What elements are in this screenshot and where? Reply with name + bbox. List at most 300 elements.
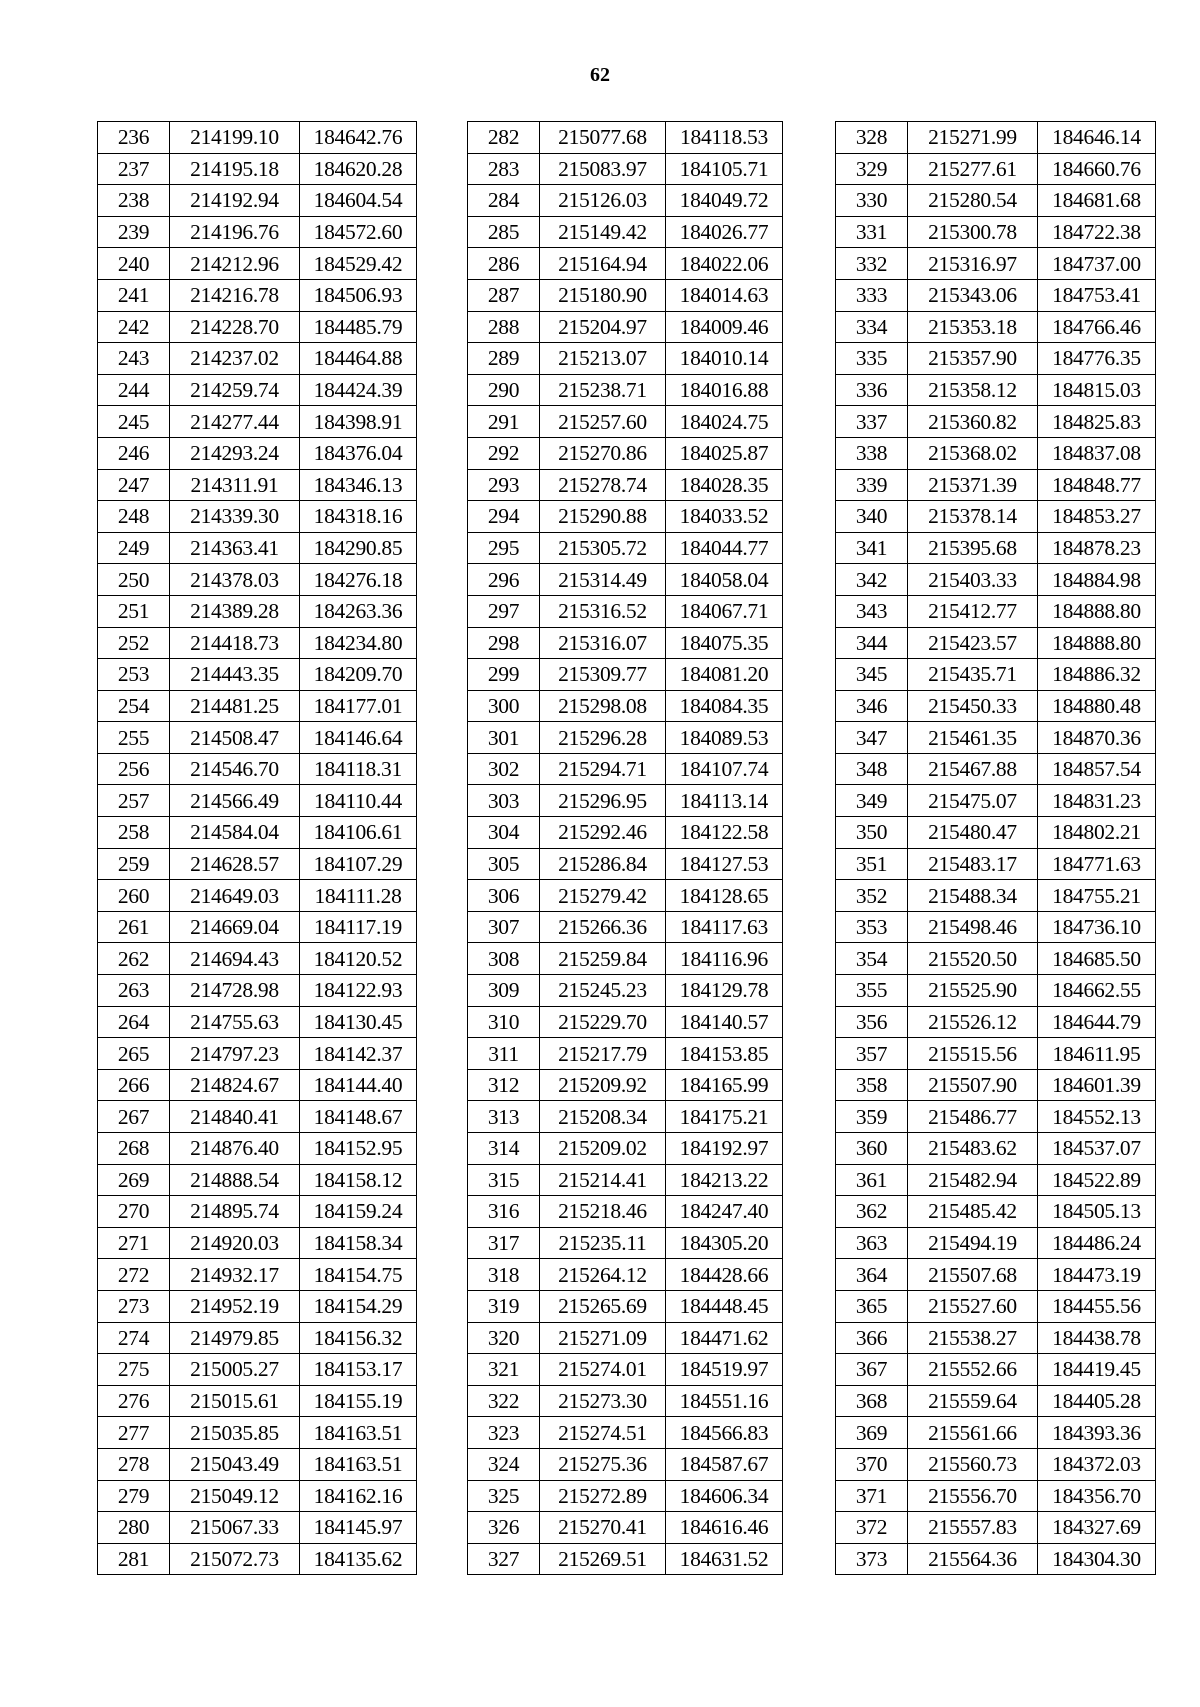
point-number-cell: 284 bbox=[468, 185, 540, 217]
point-number-cell: 264 bbox=[98, 1006, 170, 1038]
table-row bbox=[836, 374, 1156, 406]
table-row bbox=[836, 595, 1156, 627]
point-number-cell: 331 bbox=[836, 216, 908, 248]
point-number-cell: 321 bbox=[468, 1354, 540, 1386]
x-coordinate-cell: 215277.61 bbox=[908, 153, 1038, 185]
table-row bbox=[468, 753, 783, 785]
x-coordinate-cell: 215371.39 bbox=[908, 469, 1038, 501]
y-coordinate-cell: 184825.83 bbox=[1038, 406, 1156, 438]
table-row bbox=[836, 1069, 1156, 1101]
table-row bbox=[98, 785, 417, 817]
y-coordinate-cell: 184428.66 bbox=[666, 1259, 783, 1291]
point-number-cell: 295 bbox=[468, 532, 540, 564]
x-coordinate-cell: 215526.12 bbox=[908, 1006, 1038, 1038]
y-coordinate-cell: 184192.97 bbox=[666, 1133, 783, 1165]
y-coordinate-cell: 184755.21 bbox=[1038, 880, 1156, 912]
y-coordinate-cell: 184276.18 bbox=[300, 564, 417, 596]
y-coordinate-cell: 184177.01 bbox=[300, 690, 417, 722]
y-coordinate-cell: 184113.14 bbox=[666, 785, 783, 817]
y-coordinate-cell: 184154.29 bbox=[300, 1290, 417, 1322]
y-coordinate-cell: 184398.91 bbox=[300, 406, 417, 438]
table-row bbox=[836, 153, 1156, 185]
point-number-cell: 243 bbox=[98, 343, 170, 375]
point-number-cell: 326 bbox=[468, 1512, 540, 1544]
point-number-cell: 286 bbox=[468, 248, 540, 280]
y-coordinate-cell: 184601.39 bbox=[1038, 1069, 1156, 1101]
x-coordinate-cell: 215507.68 bbox=[908, 1259, 1038, 1291]
y-coordinate-cell: 184376.04 bbox=[300, 437, 417, 469]
y-coordinate-cell: 184117.19 bbox=[300, 911, 417, 943]
x-coordinate-cell: 214669.04 bbox=[170, 911, 300, 943]
y-coordinate-cell: 184145.97 bbox=[300, 1512, 417, 1544]
y-coordinate-cell: 184722.38 bbox=[1038, 216, 1156, 248]
x-coordinate-cell: 215358.12 bbox=[908, 374, 1038, 406]
y-coordinate-cell: 184129.78 bbox=[666, 975, 783, 1007]
point-number-cell: 236 bbox=[98, 122, 170, 154]
y-coordinate-cell: 184026.77 bbox=[666, 216, 783, 248]
y-coordinate-cell: 184455.56 bbox=[1038, 1290, 1156, 1322]
point-number-cell: 365 bbox=[836, 1290, 908, 1322]
y-coordinate-cell: 184419.45 bbox=[1038, 1354, 1156, 1386]
x-coordinate-cell: 214876.40 bbox=[170, 1133, 300, 1165]
table-row bbox=[468, 153, 783, 185]
table-row bbox=[98, 1038, 417, 1070]
point-number-cell: 237 bbox=[98, 153, 170, 185]
y-coordinate-cell: 184028.35 bbox=[666, 469, 783, 501]
x-coordinate-cell: 214212.96 bbox=[170, 248, 300, 280]
table-row bbox=[468, 785, 783, 817]
y-coordinate-cell: 184155.19 bbox=[300, 1385, 417, 1417]
point-number-cell: 303 bbox=[468, 785, 540, 817]
table-row bbox=[98, 1196, 417, 1228]
y-coordinate-cell: 184660.76 bbox=[1038, 153, 1156, 185]
x-coordinate-cell: 215015.61 bbox=[170, 1385, 300, 1417]
x-coordinate-cell: 214277.44 bbox=[170, 406, 300, 438]
coordinates-table-1 bbox=[97, 121, 417, 1575]
point-number-cell: 304 bbox=[468, 817, 540, 849]
x-coordinate-cell: 214920.03 bbox=[170, 1227, 300, 1259]
x-coordinate-cell: 215316.52 bbox=[540, 595, 666, 627]
table-row bbox=[468, 1417, 783, 1449]
point-number-cell: 368 bbox=[836, 1385, 908, 1417]
y-coordinate-cell: 184010.14 bbox=[666, 343, 783, 375]
x-coordinate-cell: 215368.02 bbox=[908, 437, 1038, 469]
y-coordinate-cell: 184105.71 bbox=[666, 153, 783, 185]
table-row bbox=[836, 501, 1156, 533]
point-number-cell: 254 bbox=[98, 690, 170, 722]
x-coordinate-cell: 215204.97 bbox=[540, 311, 666, 343]
table-row bbox=[98, 279, 417, 311]
table-row bbox=[836, 122, 1156, 154]
table-row bbox=[836, 216, 1156, 248]
y-coordinate-cell: 184127.53 bbox=[666, 848, 783, 880]
coordinates-table-3 bbox=[835, 121, 1156, 1575]
point-number-cell: 338 bbox=[836, 437, 908, 469]
x-coordinate-cell: 215498.46 bbox=[908, 911, 1038, 943]
y-coordinate-cell: 184318.16 bbox=[300, 501, 417, 533]
x-coordinate-cell: 215005.27 bbox=[170, 1354, 300, 1386]
x-coordinate-cell: 215286.84 bbox=[540, 848, 666, 880]
x-coordinate-cell: 214546.70 bbox=[170, 753, 300, 785]
x-coordinate-cell: 215265.69 bbox=[540, 1290, 666, 1322]
table-row bbox=[468, 374, 783, 406]
x-coordinate-cell: 214952.19 bbox=[170, 1290, 300, 1322]
table-row bbox=[836, 1512, 1156, 1544]
x-coordinate-cell: 215077.68 bbox=[540, 122, 666, 154]
x-coordinate-cell: 215271.09 bbox=[540, 1322, 666, 1354]
table-row bbox=[98, 311, 417, 343]
y-coordinate-cell: 184213.22 bbox=[666, 1164, 783, 1196]
x-coordinate-cell: 215296.95 bbox=[540, 785, 666, 817]
point-number-cell: 266 bbox=[98, 1069, 170, 1101]
point-number-cell: 287 bbox=[468, 279, 540, 311]
y-coordinate-cell: 184611.95 bbox=[1038, 1038, 1156, 1070]
x-coordinate-cell: 215245.23 bbox=[540, 975, 666, 1007]
table-row bbox=[98, 848, 417, 880]
point-number-cell: 289 bbox=[468, 343, 540, 375]
table-row bbox=[98, 1290, 417, 1322]
x-coordinate-cell: 215209.92 bbox=[540, 1069, 666, 1101]
table-row bbox=[836, 564, 1156, 596]
table-row bbox=[468, 185, 783, 217]
x-coordinate-cell: 215274.01 bbox=[540, 1354, 666, 1386]
y-coordinate-cell: 184158.12 bbox=[300, 1164, 417, 1196]
point-number-cell: 305 bbox=[468, 848, 540, 880]
point-number-cell: 362 bbox=[836, 1196, 908, 1228]
x-coordinate-cell: 215294.71 bbox=[540, 753, 666, 785]
point-number-cell: 322 bbox=[468, 1385, 540, 1417]
point-number-cell: 315 bbox=[468, 1164, 540, 1196]
y-coordinate-cell: 184448.45 bbox=[666, 1290, 783, 1322]
x-coordinate-cell: 215164.94 bbox=[540, 248, 666, 280]
table-row bbox=[468, 880, 783, 912]
y-coordinate-cell: 184033.52 bbox=[666, 501, 783, 533]
table-row bbox=[468, 122, 783, 154]
x-coordinate-cell: 215467.88 bbox=[908, 753, 1038, 785]
y-coordinate-cell: 184118.31 bbox=[300, 753, 417, 785]
y-coordinate-cell: 184776.35 bbox=[1038, 343, 1156, 375]
point-number-cell: 260 bbox=[98, 880, 170, 912]
table-row bbox=[836, 1417, 1156, 1449]
table-row bbox=[468, 848, 783, 880]
y-coordinate-cell: 184130.45 bbox=[300, 1006, 417, 1038]
x-coordinate-cell: 214888.54 bbox=[170, 1164, 300, 1196]
point-number-cell: 340 bbox=[836, 501, 908, 533]
table-row bbox=[98, 753, 417, 785]
table-row bbox=[98, 1259, 417, 1291]
table-row bbox=[836, 1543, 1156, 1575]
point-number-cell: 282 bbox=[468, 122, 540, 154]
x-coordinate-cell: 215209.02 bbox=[540, 1133, 666, 1165]
x-coordinate-cell: 214895.74 bbox=[170, 1196, 300, 1228]
table-row bbox=[468, 1069, 783, 1101]
x-coordinate-cell: 215218.46 bbox=[540, 1196, 666, 1228]
table-row bbox=[836, 532, 1156, 564]
x-coordinate-cell: 215278.74 bbox=[540, 469, 666, 501]
table-row bbox=[98, 817, 417, 849]
x-coordinate-cell: 215296.28 bbox=[540, 722, 666, 754]
y-coordinate-cell: 184736.10 bbox=[1038, 911, 1156, 943]
x-coordinate-cell: 214378.03 bbox=[170, 564, 300, 596]
x-coordinate-cell: 215275.36 bbox=[540, 1448, 666, 1480]
table-row bbox=[98, 1354, 417, 1386]
table-row bbox=[468, 1101, 783, 1133]
table-row bbox=[98, 1512, 417, 1544]
table-row bbox=[468, 911, 783, 943]
table-row bbox=[98, 1164, 417, 1196]
x-coordinate-cell: 215378.14 bbox=[908, 501, 1038, 533]
table-row bbox=[836, 785, 1156, 817]
point-number-cell: 367 bbox=[836, 1354, 908, 1386]
x-coordinate-cell: 215461.35 bbox=[908, 722, 1038, 754]
point-number-cell: 298 bbox=[468, 627, 540, 659]
point-number-cell: 349 bbox=[836, 785, 908, 817]
y-coordinate-cell: 184753.41 bbox=[1038, 279, 1156, 311]
point-number-cell: 273 bbox=[98, 1290, 170, 1322]
point-number-cell: 369 bbox=[836, 1417, 908, 1449]
table-row bbox=[468, 1354, 783, 1386]
y-coordinate-cell: 184158.34 bbox=[300, 1227, 417, 1259]
point-number-cell: 248 bbox=[98, 501, 170, 533]
y-coordinate-cell: 184067.71 bbox=[666, 595, 783, 627]
table-row bbox=[836, 1322, 1156, 1354]
x-coordinate-cell: 214694.43 bbox=[170, 943, 300, 975]
y-coordinate-cell: 184880.48 bbox=[1038, 690, 1156, 722]
table-row bbox=[468, 975, 783, 1007]
x-coordinate-cell: 215238.71 bbox=[540, 374, 666, 406]
point-number-cell: 314 bbox=[468, 1133, 540, 1165]
x-coordinate-cell: 215360.82 bbox=[908, 406, 1038, 438]
point-number-cell: 300 bbox=[468, 690, 540, 722]
table-row bbox=[836, 185, 1156, 217]
point-number-cell: 252 bbox=[98, 627, 170, 659]
x-coordinate-cell: 215316.97 bbox=[908, 248, 1038, 280]
point-number-cell: 327 bbox=[468, 1543, 540, 1575]
x-coordinate-cell: 215564.36 bbox=[908, 1543, 1038, 1575]
x-coordinate-cell: 215482.94 bbox=[908, 1164, 1038, 1196]
y-coordinate-cell: 184685.50 bbox=[1038, 943, 1156, 975]
table-row bbox=[468, 469, 783, 501]
table-row bbox=[836, 279, 1156, 311]
table-row bbox=[468, 690, 783, 722]
x-coordinate-cell: 215515.56 bbox=[908, 1038, 1038, 1070]
y-coordinate-cell: 184572.60 bbox=[300, 216, 417, 248]
x-coordinate-cell: 215298.08 bbox=[540, 690, 666, 722]
y-coordinate-cell: 184473.19 bbox=[1038, 1259, 1156, 1291]
table-row bbox=[836, 1006, 1156, 1038]
y-coordinate-cell: 184290.85 bbox=[300, 532, 417, 564]
table-row bbox=[836, 1480, 1156, 1512]
x-coordinate-cell: 215083.97 bbox=[540, 153, 666, 185]
x-coordinate-cell: 215494.19 bbox=[908, 1227, 1038, 1259]
table-row bbox=[836, 1385, 1156, 1417]
point-number-cell: 328 bbox=[836, 122, 908, 154]
x-coordinate-cell: 215357.90 bbox=[908, 343, 1038, 375]
x-coordinate-cell: 215395.68 bbox=[908, 532, 1038, 564]
point-number-cell: 354 bbox=[836, 943, 908, 975]
y-coordinate-cell: 184356.70 bbox=[1038, 1480, 1156, 1512]
x-coordinate-cell: 215035.85 bbox=[170, 1417, 300, 1449]
y-coordinate-cell: 184128.65 bbox=[666, 880, 783, 912]
x-coordinate-cell: 215217.79 bbox=[540, 1038, 666, 1070]
point-number-cell: 265 bbox=[98, 1038, 170, 1070]
y-coordinate-cell: 184888.80 bbox=[1038, 595, 1156, 627]
point-number-cell: 238 bbox=[98, 185, 170, 217]
x-coordinate-cell: 214840.41 bbox=[170, 1101, 300, 1133]
x-coordinate-cell: 215149.42 bbox=[540, 216, 666, 248]
point-number-cell: 360 bbox=[836, 1133, 908, 1165]
point-number-cell: 283 bbox=[468, 153, 540, 185]
table-row bbox=[98, 1101, 417, 1133]
x-coordinate-cell: 215552.66 bbox=[908, 1354, 1038, 1386]
y-coordinate-cell: 184304.30 bbox=[1038, 1543, 1156, 1575]
y-coordinate-cell: 184522.89 bbox=[1038, 1164, 1156, 1196]
point-number-cell: 307 bbox=[468, 911, 540, 943]
point-number-cell: 263 bbox=[98, 975, 170, 1007]
point-number-cell: 258 bbox=[98, 817, 170, 849]
y-coordinate-cell: 184587.67 bbox=[666, 1448, 783, 1480]
point-number-cell: 278 bbox=[98, 1448, 170, 1480]
point-number-cell: 345 bbox=[836, 659, 908, 691]
point-number-cell: 363 bbox=[836, 1227, 908, 1259]
point-number-cell: 285 bbox=[468, 216, 540, 248]
y-coordinate-cell: 184044.77 bbox=[666, 532, 783, 564]
point-number-cell: 292 bbox=[468, 437, 540, 469]
table-row bbox=[836, 943, 1156, 975]
y-coordinate-cell: 184234.80 bbox=[300, 627, 417, 659]
table-row bbox=[468, 311, 783, 343]
table-row bbox=[836, 1101, 1156, 1133]
x-coordinate-cell: 214259.74 bbox=[170, 374, 300, 406]
table-row bbox=[836, 1227, 1156, 1259]
point-number-cell: 342 bbox=[836, 564, 908, 596]
y-coordinate-cell: 184163.51 bbox=[300, 1417, 417, 1449]
page-number: 62 bbox=[590, 64, 610, 86]
table-row bbox=[468, 1448, 783, 1480]
point-number-cell: 361 bbox=[836, 1164, 908, 1196]
y-coordinate-cell: 184405.28 bbox=[1038, 1385, 1156, 1417]
table-row bbox=[98, 1385, 417, 1417]
x-coordinate-cell: 215290.88 bbox=[540, 501, 666, 533]
point-number-cell: 335 bbox=[836, 343, 908, 375]
y-coordinate-cell: 184831.23 bbox=[1038, 785, 1156, 817]
x-coordinate-cell: 215353.18 bbox=[908, 311, 1038, 343]
x-coordinate-cell: 214196.76 bbox=[170, 216, 300, 248]
y-coordinate-cell: 184802.21 bbox=[1038, 817, 1156, 849]
point-number-cell: 245 bbox=[98, 406, 170, 438]
x-coordinate-cell: 215126.03 bbox=[540, 185, 666, 217]
point-number-cell: 302 bbox=[468, 753, 540, 785]
y-coordinate-cell: 184505.13 bbox=[1038, 1196, 1156, 1228]
x-coordinate-cell: 214566.49 bbox=[170, 785, 300, 817]
y-coordinate-cell: 184642.76 bbox=[300, 122, 417, 154]
y-coordinate-cell: 184878.23 bbox=[1038, 532, 1156, 564]
point-number-cell: 308 bbox=[468, 943, 540, 975]
point-number-cell: 293 bbox=[468, 469, 540, 501]
table-row bbox=[98, 1448, 417, 1480]
point-number-cell: 364 bbox=[836, 1259, 908, 1291]
point-number-cell: 275 bbox=[98, 1354, 170, 1386]
table-row bbox=[98, 627, 417, 659]
x-coordinate-cell: 215314.49 bbox=[540, 564, 666, 596]
x-coordinate-cell: 215235.11 bbox=[540, 1227, 666, 1259]
table-row bbox=[98, 469, 417, 501]
point-number-cell: 242 bbox=[98, 311, 170, 343]
x-coordinate-cell: 215450.33 bbox=[908, 690, 1038, 722]
x-coordinate-cell: 215300.78 bbox=[908, 216, 1038, 248]
y-coordinate-cell: 184346.13 bbox=[300, 469, 417, 501]
point-number-cell: 358 bbox=[836, 1069, 908, 1101]
point-number-cell: 296 bbox=[468, 564, 540, 596]
table-row bbox=[836, 1164, 1156, 1196]
point-number-cell: 250 bbox=[98, 564, 170, 596]
x-coordinate-cell: 215316.07 bbox=[540, 627, 666, 659]
point-number-cell: 297 bbox=[468, 595, 540, 627]
x-coordinate-cell: 214728.98 bbox=[170, 975, 300, 1007]
coordinates-table-2 bbox=[467, 121, 783, 1575]
x-coordinate-cell: 214363.41 bbox=[170, 532, 300, 564]
y-coordinate-cell: 184153.85 bbox=[666, 1038, 783, 1070]
x-coordinate-cell: 215483.17 bbox=[908, 848, 1038, 880]
table-row bbox=[98, 975, 417, 1007]
y-coordinate-cell: 184771.63 bbox=[1038, 848, 1156, 880]
y-coordinate-cell: 184009.46 bbox=[666, 311, 783, 343]
point-number-cell: 355 bbox=[836, 975, 908, 1007]
y-coordinate-cell: 184327.69 bbox=[1038, 1512, 1156, 1544]
table-row bbox=[98, 1069, 417, 1101]
y-coordinate-cell: 184552.13 bbox=[1038, 1101, 1156, 1133]
table-row bbox=[98, 248, 417, 280]
table-row bbox=[98, 343, 417, 375]
x-coordinate-cell: 215280.54 bbox=[908, 185, 1038, 217]
y-coordinate-cell: 184142.37 bbox=[300, 1038, 417, 1070]
table-row bbox=[836, 1354, 1156, 1386]
y-coordinate-cell: 184122.93 bbox=[300, 975, 417, 1007]
x-coordinate-cell: 215343.06 bbox=[908, 279, 1038, 311]
y-coordinate-cell: 184144.40 bbox=[300, 1069, 417, 1101]
y-coordinate-cell: 184107.29 bbox=[300, 848, 417, 880]
y-coordinate-cell: 184175.21 bbox=[666, 1101, 783, 1133]
table-row bbox=[98, 374, 417, 406]
x-coordinate-cell: 215403.33 bbox=[908, 564, 1038, 596]
y-coordinate-cell: 184247.40 bbox=[666, 1196, 783, 1228]
x-coordinate-cell: 215208.34 bbox=[540, 1101, 666, 1133]
table-row bbox=[468, 248, 783, 280]
point-number-cell: 350 bbox=[836, 817, 908, 849]
y-coordinate-cell: 184438.78 bbox=[1038, 1322, 1156, 1354]
x-coordinate-cell: 215264.12 bbox=[540, 1259, 666, 1291]
point-number-cell: 347 bbox=[836, 722, 908, 754]
x-coordinate-cell: 215435.71 bbox=[908, 659, 1038, 691]
y-coordinate-cell: 184154.75 bbox=[300, 1259, 417, 1291]
y-coordinate-cell: 184837.08 bbox=[1038, 437, 1156, 469]
x-coordinate-cell: 214216.78 bbox=[170, 279, 300, 311]
x-coordinate-cell: 214649.03 bbox=[170, 880, 300, 912]
point-number-cell: 279 bbox=[98, 1480, 170, 1512]
point-number-cell: 357 bbox=[836, 1038, 908, 1070]
point-number-cell: 359 bbox=[836, 1101, 908, 1133]
table-row bbox=[468, 1196, 783, 1228]
point-number-cell: 253 bbox=[98, 659, 170, 691]
point-number-cell: 247 bbox=[98, 469, 170, 501]
x-coordinate-cell: 215269.51 bbox=[540, 1543, 666, 1575]
table-row bbox=[836, 469, 1156, 501]
x-coordinate-cell: 215292.46 bbox=[540, 817, 666, 849]
x-coordinate-cell: 215259.84 bbox=[540, 943, 666, 975]
x-coordinate-cell: 215485.42 bbox=[908, 1196, 1038, 1228]
point-number-cell: 301 bbox=[468, 722, 540, 754]
table-row bbox=[468, 627, 783, 659]
